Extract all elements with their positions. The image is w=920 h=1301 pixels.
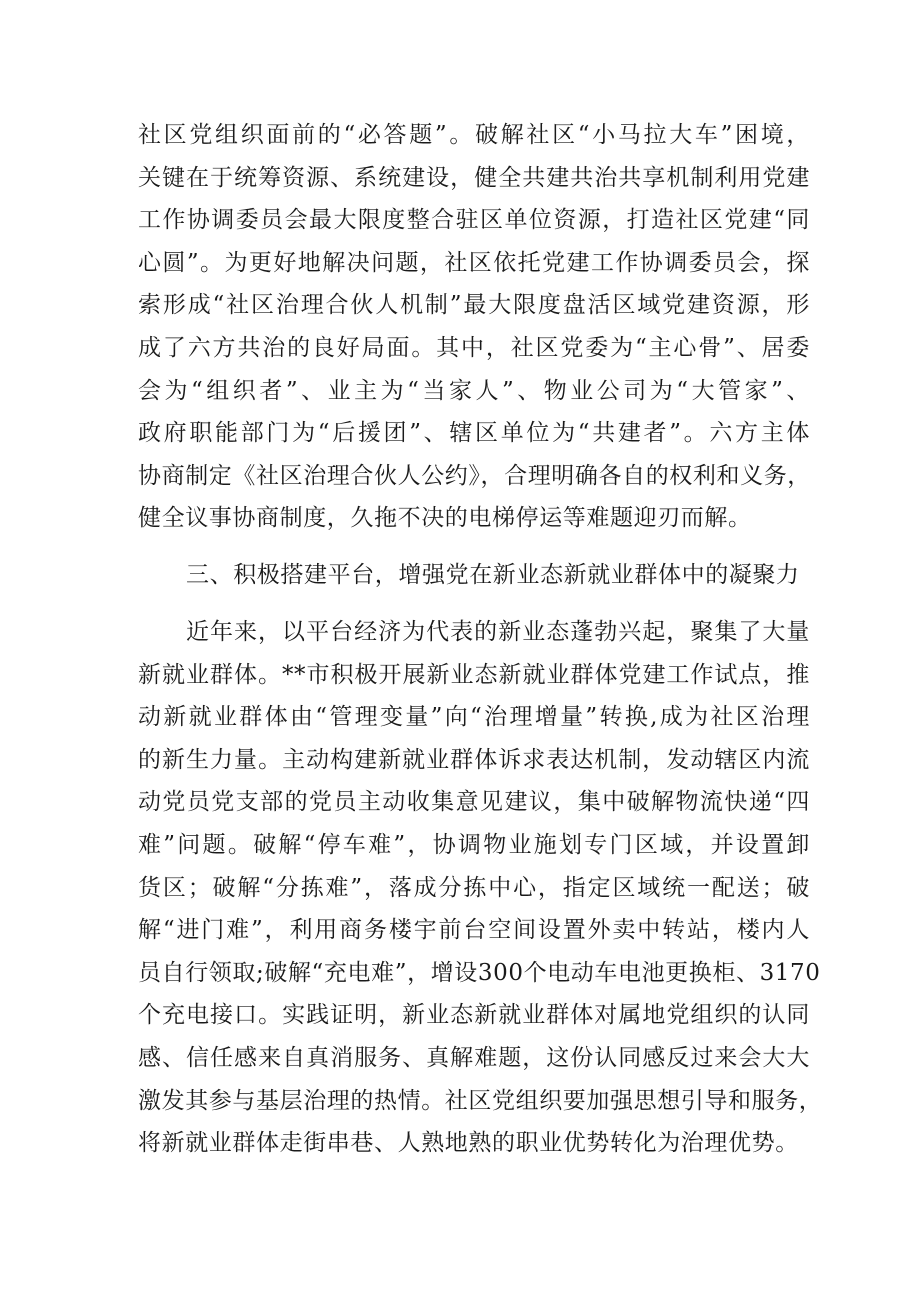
text-line: 个充电接口。实践证明，新业态新就业群体对属地党组织的认同 (138, 1002, 810, 1029)
text-line: 社区党组织面前的“必答题”。破解社区“小马拉大车”困境， (138, 122, 810, 148)
text-line: 近年来，以平台经济为代表的新业态蓬勃兴起，聚集了大量 (186, 619, 810, 645)
text-line: 员自行领取;破解“充电难”，增设300个电动车电池更换柜、3170 (138, 959, 821, 986)
text-line: 会为“组织者”、业主为“当家人”、物业公司为“大管家”、 (138, 377, 810, 404)
text-line: 解“进门难”，利用商务楼宇前台空间设置外卖中转站，楼内人 (138, 917, 810, 944)
text-line: 激发其参与基层治理的热情。社区党组织要加强思想引导和服务， (138, 1087, 823, 1114)
text-line: 健全议事协商制度，久拖不决的电梯停运等难题迎刃而解。 (138, 505, 752, 532)
text-line: 货区；破解“分拣难”，落成分拣中心，指定区域统一配送；破 (138, 874, 810, 901)
text-line: 新就业群体。**市积极开展新业态新就业群体党建工作试点，推 (138, 661, 810, 688)
section-heading-three: 三、积极搭建平台，增强党在新业态新就业群体中的凝聚力 (186, 562, 800, 588)
text-line: 动党员党支部的党员主动收集意见建议，集中破解物流快递“四 (138, 789, 810, 816)
text-line: 感、信任感来自真消服务、真解难题，这份认同感反过来会大大 (138, 1044, 810, 1071)
text-line: 政府职能部门为“后援团”、辖区单位为“共建者”。六方主体 (138, 420, 810, 447)
paragraph-community-resources (138, 114, 810, 540)
text-line: 成了六方共治的良好局面。其中，社区党委为“主心骨”、居委 (138, 334, 810, 361)
text-line: 协商制定《社区治理合伙人公约》，合理明确各自的权利和义务， (138, 462, 811, 489)
text-line: 心圆”。为更好地解决问题，社区依托党建工作协调委员会，探 (138, 249, 810, 276)
text-line: 工作协调委员会最大限度整合驻区单位资源，打造社区党建“同 (138, 207, 810, 234)
paragraph-new-employment-groups (138, 611, 823, 1165)
text-line: 索形成“社区治理合伙人机制”最大限度盘活区域党建资源，形 (138, 292, 810, 319)
text-line: 的新生力量。主动构建新就业群体诉求表达机制，发动辖区内流 (138, 746, 810, 773)
text-line: 难”问题。破解“停车难”，协调物业施划专门区域，并设置卸 (138, 831, 810, 858)
text-line: 动新就业群体由“管理变量”向“治理增量”转换,成为社区治理 (138, 704, 810, 731)
text-line: 将新就业群体走街串巷、人熟地熟的职业优势转化为治理优势。 (138, 1130, 799, 1157)
text-line: 关键在于统筹资源、系统建设，健全共建共治共享机制利用党建 (138, 164, 810, 191)
